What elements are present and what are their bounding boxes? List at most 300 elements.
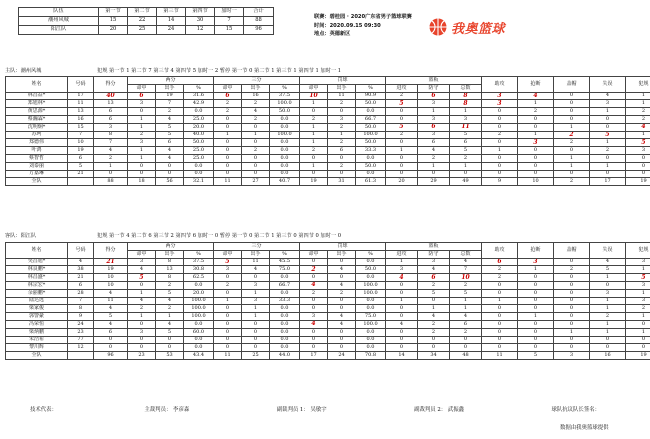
stat-fga: 13 <box>156 266 184 274</box>
stat-oreb: 0 <box>386 305 418 313</box>
stat-ast: 0 <box>482 336 518 344</box>
stat-reb: 4 <box>450 313 482 321</box>
player-row <box>6 281 650 289</box>
stat-tpp: 0.0 <box>270 289 300 297</box>
stat-tpp: 100.0 <box>270 131 300 139</box>
total-tpp: 40.7 <box>270 178 300 186</box>
stat-oreb: 0 <box>386 289 418 297</box>
stat-ast: 0 <box>482 281 518 289</box>
stat-fta: 4 <box>328 266 356 274</box>
stat-pf: 5 <box>626 274 650 282</box>
header-three-point: 三分 <box>214 77 300 85</box>
stat-fgm: 0 <box>128 170 156 178</box>
stat-tpp: 0.0 <box>270 328 300 336</box>
stat-no: 28 <box>68 289 94 297</box>
stat-pts: 5 <box>94 313 128 321</box>
stat-pf: 1 <box>626 328 650 336</box>
header-steal: 抢断 <box>518 77 554 93</box>
stat-fgp: 100.0 <box>184 305 214 313</box>
stat-fgp: 0.0 <box>184 108 214 116</box>
stat-fta: 4 <box>328 320 356 328</box>
header-number: 号码 <box>68 77 94 93</box>
stat-pf: 2 <box>626 115 650 123</box>
stat-ast: 3 <box>482 100 518 108</box>
stat-ftp: 100.0 <box>356 281 386 289</box>
stat-ftm: 10 <box>300 92 328 100</box>
stat-to: 4 <box>590 92 626 100</box>
stat-ast: 2 <box>482 131 518 139</box>
total-pts: 96 <box>94 352 128 360</box>
stat-ast: 2 <box>482 274 518 282</box>
stat-fgm: 2 <box>128 305 156 313</box>
stat-no: 12 <box>68 344 94 352</box>
stat-pts: 3 <box>94 123 128 131</box>
stat-stl: 1 <box>518 131 554 139</box>
stat-dreb: 1 <box>418 305 450 313</box>
stat-fgm: 1 <box>128 147 156 155</box>
header-number: 号码 <box>68 243 94 259</box>
stat-fgm: 5 <box>128 274 156 282</box>
subheader-att: 出手 <box>242 84 270 92</box>
data-source: 数据由我奥篮球提供 <box>560 425 609 431</box>
total-oreb: 20 <box>386 178 418 186</box>
stat-blk: 0 <box>554 313 590 321</box>
stat-stl: 0 <box>518 115 554 123</box>
player-row <box>6 123 650 131</box>
stat-tpm: 0 <box>214 123 242 131</box>
stat-pts: 10 <box>94 281 128 289</box>
player-row <box>6 266 650 274</box>
stat-stl: 2 <box>518 108 554 116</box>
stat-reb: 5 <box>450 131 482 139</box>
stat-stl: 0 <box>518 162 554 170</box>
stat-blk: 1 <box>554 123 590 131</box>
stat-dreb: 4 <box>418 147 450 155</box>
stat-pts: 4 <box>94 147 128 155</box>
header-steal: 抢断 <box>518 243 554 259</box>
stat-pts: 7 <box>94 139 128 147</box>
stat-ftp: 0.0 <box>356 344 386 352</box>
stat-to: 4 <box>590 258 626 266</box>
stat-oreb: 5 <box>386 100 418 108</box>
stat-fgp: 62.5 <box>184 274 214 282</box>
stat-stl: 0 <box>518 320 554 328</box>
stat-oreb: 5 <box>386 123 418 131</box>
stat-blk: 0 <box>554 344 590 352</box>
stat-ftm: 2 <box>300 289 328 297</box>
total-reb: 49 <box>450 178 482 186</box>
stat-stl: 0 <box>518 328 554 336</box>
header-points: 得分 <box>94 77 128 93</box>
stat-reb: 2 <box>450 154 482 162</box>
stat-dreb: 3 <box>418 115 450 123</box>
stat-oreb: 0 <box>386 170 418 178</box>
player-row <box>6 131 650 139</box>
player-row <box>6 139 650 147</box>
stat-ftp: 50.0 <box>356 139 386 147</box>
total-ftm: 19 <box>300 178 328 186</box>
stat-fgp: 42.9 <box>184 100 214 108</box>
stat-fta: 0 <box>328 170 356 178</box>
subheader-pct: % <box>270 250 300 258</box>
stat-pts: 4 <box>94 320 128 328</box>
stat-ftm: 1 <box>300 131 328 139</box>
stat-fgm: 3 <box>128 139 156 147</box>
total-tpm: 11 <box>214 352 242 360</box>
stat-fta: 0 <box>328 154 356 162</box>
home-team-label: 主队：潮州风城 <box>5 68 42 74</box>
stat-tpm: 0 <box>214 328 242 336</box>
stat-fga: 1 <box>156 313 184 321</box>
stat-ftm: 0 <box>300 258 328 266</box>
stat-pf: 2 <box>626 305 650 313</box>
stat-fta: 2 <box>328 123 356 131</box>
stat-name: 刘泰丽 <box>6 162 68 170</box>
stat-name: 吴昌旭* <box>6 258 68 266</box>
referee-1: 副裁判员 1： 吴敏宇 <box>276 407 327 413</box>
stat-reb: 6 <box>450 320 482 328</box>
stat-tpm: 0 <box>214 162 242 170</box>
stat-tpp: 0.0 <box>270 170 300 178</box>
stat-ftm: 4 <box>300 281 328 289</box>
quarter-cell: 24 <box>157 26 186 35</box>
subheader-pct: % <box>184 250 214 258</box>
stat-name: 梁炳鹏 <box>6 328 68 336</box>
stat-fga: 5 <box>156 328 184 336</box>
stat-ftp: 0.0 <box>356 170 386 178</box>
stat-dreb: 0 <box>418 336 450 344</box>
stat-fga: 2 <box>156 108 184 116</box>
total-no <box>68 352 94 360</box>
team-total-row <box>6 352 650 360</box>
stat-pts: 10 <box>94 274 128 282</box>
stat-tpm: 0 <box>214 313 242 321</box>
basketball-icon <box>428 17 448 37</box>
total-blk: 2 <box>554 178 590 186</box>
stat-tpa: 2 <box>242 115 270 123</box>
stat-tpp: 0.0 <box>270 115 300 123</box>
stat-no: 8 <box>68 305 94 313</box>
stat-pf: 5 <box>626 139 650 147</box>
subheader-pct: % <box>356 84 386 92</box>
stat-fgp: 25.0 <box>184 147 214 155</box>
stat-to: 1 <box>590 297 626 305</box>
away-foul-timeout-line: 犯规 第一节 4 第二节 6 第三节 2 第四节 6 加时一 0 暂停 第一节 0 第二节 1 第三节 0 第四节 0 加时一 0 <box>97 233 342 239</box>
stat-tpa: 0 <box>242 274 270 282</box>
stat-pts: 6 <box>94 115 128 123</box>
stat-to: 1 <box>590 274 626 282</box>
stat-tpp: 0.0 <box>270 305 300 313</box>
stat-name: 郭警豪 <box>6 313 68 321</box>
stat-stl: 0 <box>518 281 554 289</box>
stat-name: 苏珂 <box>6 131 68 139</box>
stat-fta: 0 <box>328 108 356 116</box>
stat-pf: 0 <box>626 336 650 344</box>
stat-tpm: 0 <box>214 147 242 155</box>
stat-fgp: 25.0 <box>184 154 214 162</box>
referee-2: 副裁判员 2： 武振鑫 <box>414 407 465 413</box>
stat-reb: 8 <box>450 100 482 108</box>
player-row <box>6 147 650 155</box>
player-row <box>6 289 650 297</box>
subheader-dreb: 防守 <box>418 84 450 92</box>
stat-ast: 2 <box>482 266 518 274</box>
stat-no: 6 <box>68 154 94 162</box>
total-reb: 48 <box>450 352 482 360</box>
total-ftp: 61.3 <box>356 178 386 186</box>
stat-tpm: 5 <box>214 258 242 266</box>
venue-text: 地点：英德新区 <box>314 31 351 37</box>
stat-blk: 2 <box>554 139 590 147</box>
stat-no: 10 <box>68 139 94 147</box>
stat-ftp: 50.0 <box>356 162 386 170</box>
stat-no: 21 <box>68 274 94 282</box>
stat-to: 0 <box>590 170 626 178</box>
total-fgm: 23 <box>128 352 156 360</box>
stat-tpm: 2 <box>214 281 242 289</box>
quarter-cell: 15 <box>215 26 244 35</box>
stat-dreb: 4 <box>418 266 450 274</box>
stat-tpm: 0 <box>214 305 242 313</box>
stat-oreb: 0 <box>386 108 418 116</box>
stat-tpa: 0 <box>242 344 270 352</box>
stat-stl: 0 <box>518 289 554 297</box>
stat-tpp: 33.3 <box>270 297 300 305</box>
stat-tpa: 4 <box>242 266 270 274</box>
stat-no: 9 <box>68 313 94 321</box>
stat-stl: 4 <box>518 92 554 100</box>
stat-ast: 3 <box>482 92 518 100</box>
stat-fgm: 0 <box>128 320 156 328</box>
stat-tpm: 2 <box>214 100 242 108</box>
total-stl: 5 <box>518 352 554 360</box>
subheader-made: 命中 <box>128 250 156 258</box>
stat-reb: 0 <box>450 336 482 344</box>
total-to: 16 <box>590 352 626 360</box>
total-pf: 19 <box>626 352 650 360</box>
stat-ast: 0 <box>482 313 518 321</box>
stat-fgm: 6 <box>128 92 156 100</box>
stat-no: 7 <box>68 131 94 139</box>
stat-ftp: 0.0 <box>356 258 386 266</box>
stat-ftm: 3 <box>300 313 328 321</box>
stat-fgp: 100.0 <box>184 313 214 321</box>
stat-ast: 0 <box>482 289 518 297</box>
stat-pf: 0 <box>626 320 650 328</box>
stat-no: 23 <box>68 328 94 336</box>
stat-ftp: 100.0 <box>356 289 386 297</box>
stat-to: 2 <box>590 313 626 321</box>
stat-pts: 2 <box>94 154 128 162</box>
stat-blk: 0 <box>554 281 590 289</box>
stat-to: 1 <box>590 108 626 116</box>
stat-name: 黄思源* <box>6 108 68 116</box>
subheader-att: 出手 <box>328 84 356 92</box>
stat-no: 77 <box>68 336 94 344</box>
stat-name: 叶鸿 <box>6 147 68 155</box>
stat-pf: 2 <box>626 108 650 116</box>
quarter-cell: 30 <box>186 17 215 26</box>
total-dreb: 29 <box>418 178 450 186</box>
stat-fta: 0 <box>328 336 356 344</box>
stat-tpm: 0 <box>214 154 242 162</box>
stat-fga: 7 <box>156 100 184 108</box>
away-team-header <box>5 232 645 241</box>
stat-dreb: 0 <box>418 297 450 305</box>
total-stl: 10 <box>518 178 554 186</box>
stat-no: 15 <box>68 123 94 131</box>
stat-stl: 3 <box>518 258 554 266</box>
subheader-pct: % <box>270 84 300 92</box>
stat-blk: 1 <box>554 162 590 170</box>
stat-oreb: 2 <box>386 92 418 100</box>
total-ast: 11 <box>482 352 518 360</box>
stat-fga: 5 <box>156 289 184 297</box>
stat-ftp: 50.0 <box>356 123 386 131</box>
quarter-cell: 阳江队 <box>19 26 99 35</box>
stat-fga: 19 <box>156 92 184 100</box>
stat-blk: 0 <box>554 100 590 108</box>
subheader-pct: % <box>184 84 214 92</box>
header-turnover: 失误 <box>590 243 626 259</box>
stat-name: 郑德伟 <box>6 139 68 147</box>
stat-fgp: 0.0 <box>184 344 214 352</box>
quarter-cell: 12 <box>186 26 215 35</box>
quarter-cell: 96 <box>244 26 274 35</box>
quarter-header-row <box>19 8 274 17</box>
stat-pts: 19 <box>94 266 128 274</box>
player-row <box>6 100 650 108</box>
stat-fgp: 0.0 <box>184 281 214 289</box>
stat-fta: 2 <box>328 289 356 297</box>
stat-fta: 2 <box>328 162 356 170</box>
stat-ftm: 1 <box>300 162 328 170</box>
stat-tpm: 6 <box>214 92 242 100</box>
stat-ast: 1 <box>482 147 518 155</box>
stat-pts: 13 <box>94 100 128 108</box>
stat-oreb: 1 <box>386 147 418 155</box>
stat-fga: 4 <box>156 115 184 123</box>
stat-no: 24 <box>68 320 94 328</box>
stat-to: 5 <box>590 131 626 139</box>
stat-ast: 0 <box>482 344 518 352</box>
stat-name: 梁家俊 <box>6 305 68 313</box>
stat-fgm: 4 <box>128 266 156 274</box>
stat-tpm: 0 <box>214 336 242 344</box>
subheader-total: 总数 <box>450 250 482 258</box>
stat-ast: 0 <box>482 154 518 162</box>
stat-ftp: 0.0 <box>356 108 386 116</box>
stat-tpa: 1 <box>242 289 270 297</box>
player-row <box>6 115 650 123</box>
stat-ftm: 1 <box>300 123 328 131</box>
stat-fgp: 31.6 <box>184 92 214 100</box>
stat-tpa: 2 <box>242 100 270 108</box>
quarter-header-cell: 第三节 <box>157 8 186 17</box>
stat-tpa: 0 <box>242 123 270 131</box>
quarter-header-cell: 第二节 <box>128 8 157 17</box>
stat-dreb: 2 <box>418 320 450 328</box>
player-row <box>6 274 650 282</box>
total-to: 17 <box>590 178 626 186</box>
stat-dreb: 1 <box>418 108 450 116</box>
stat-dreb: 6 <box>418 92 450 100</box>
stat-ftm: 1 <box>300 139 328 147</box>
stat-header-row <box>6 243 650 251</box>
total-name: 全队 <box>6 178 68 186</box>
stat-no: 19 <box>68 147 94 155</box>
home-stats-table <box>5 76 650 186</box>
stat-fga: 5 <box>156 131 184 139</box>
stat-reb: 11 <box>450 123 482 131</box>
total-tpm: 11 <box>214 178 242 186</box>
stat-pts: 1 <box>94 162 128 170</box>
stat-no: 17 <box>68 92 94 100</box>
stat-ftm: 0 <box>300 344 328 352</box>
stat-no: 21 <box>68 170 94 178</box>
stat-fga: 2 <box>156 281 184 289</box>
stat-name: 方嘉琳 <box>6 170 68 178</box>
stat-ftp: 0.0 <box>356 154 386 162</box>
total-fga: 56 <box>156 178 184 186</box>
stat-pf: 1 <box>626 289 650 297</box>
subheader-att: 出手 <box>242 250 270 258</box>
stat-fta: 11 <box>328 92 356 100</box>
stat-reb: 10 <box>450 274 482 282</box>
stat-reb: 2 <box>450 281 482 289</box>
home-foul-timeout-line: 犯规 第一节 1 第二节 7 第三节 4 第四节 5 加时一 2 暂停 第一节 0 第二节 1 第三节 1 第四节 1 加时一 1 <box>97 68 342 74</box>
stat-ast: 0 <box>482 108 518 116</box>
stat-no: 38 <box>68 266 94 274</box>
stat-ast: 0 <box>482 123 518 131</box>
stat-ast: 0 <box>482 115 518 123</box>
stat-fgm: 1 <box>128 123 156 131</box>
stat-ftm: 0 <box>300 336 328 344</box>
stat-tpa: 16 <box>242 92 270 100</box>
total-ftp: 70.8 <box>356 352 386 360</box>
stat-to: 1 <box>590 328 626 336</box>
subheader-oreb: 进攻 <box>386 84 418 92</box>
stat-stl: 0 <box>518 154 554 162</box>
stat-name: 林良鹏* <box>6 266 68 274</box>
header-rebound: 篮板 <box>386 243 482 251</box>
total-dreb: 34 <box>418 352 450 360</box>
stat-fgp: 25.0 <box>184 115 214 123</box>
stat-ast: 0 <box>482 320 518 328</box>
stat-ftm: 0 <box>300 170 328 178</box>
subheader-att: 出手 <box>156 84 184 92</box>
stat-ftm: 4 <box>300 320 328 328</box>
header-two-point: 两分 <box>128 243 214 251</box>
header-name: 姓名 <box>6 77 68 93</box>
header-two-point: 两分 <box>128 77 214 85</box>
stat-blk: 0 <box>554 305 590 313</box>
quarter-cell: 20 <box>99 26 128 35</box>
stat-reb: 7 <box>450 266 482 274</box>
stat-ftp: 100.0 <box>356 131 386 139</box>
quarter-header-cell: 第四节 <box>186 8 215 17</box>
stat-stl: 0 <box>518 344 554 352</box>
match-info <box>314 13 434 39</box>
stat-fga: 0 <box>156 344 184 352</box>
stat-fta: 0 <box>328 297 356 305</box>
player-row <box>6 297 650 305</box>
stat-tpa: 0 <box>242 139 270 147</box>
stat-tpp: 37.5 <box>270 92 300 100</box>
stat-stl: 1 <box>518 266 554 274</box>
stat-ast: 0 <box>482 170 518 178</box>
subheader-dreb: 防守 <box>418 250 450 258</box>
